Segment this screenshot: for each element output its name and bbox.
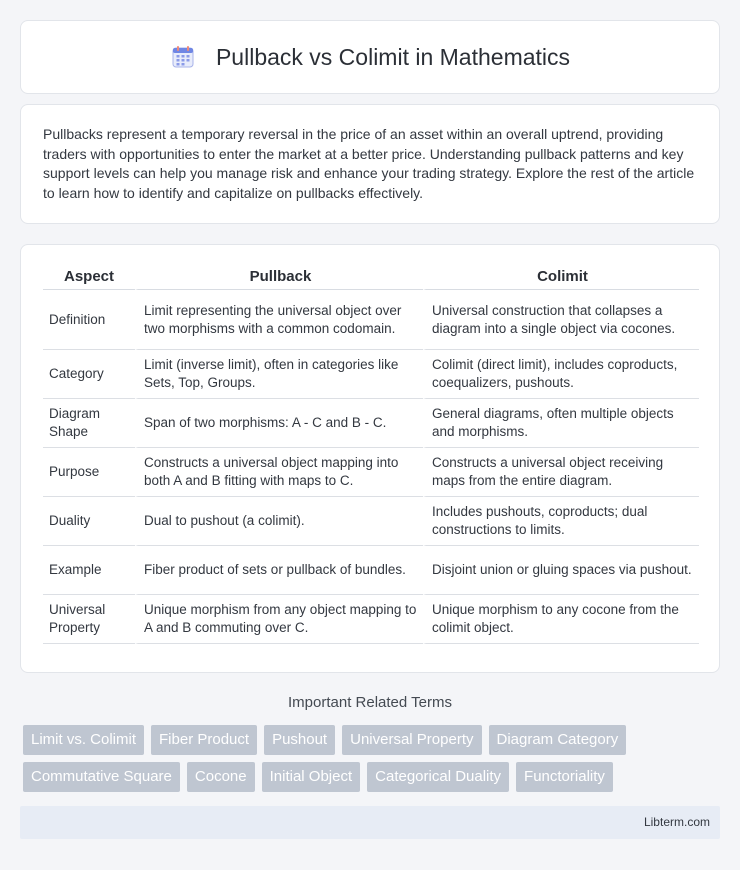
table-row <box>43 546 699 595</box>
pullback-cell: Limit representing the universal object over two morphisms with a common codomain. <box>135 290 423 350</box>
table-row <box>43 399 699 448</box>
table-row <box>43 448 699 497</box>
intro-text: Pullbacks represent a temporary reversal in the price of an asset within an overall uptrend, providing traders with opportunities to enter the market at a better price. Understanding pullback patterns and key support levels can help you manage risk and enhance your trading strategy. Explore the rest of the article to learn how to identify and capitalize on pullbacks effectively. <box>43 126 695 201</box>
pullback-cell: Dual to pushout (a colimit). <box>135 497 423 546</box>
colimit-cell: Unique morphism to any cocone from the colimit object. <box>423 595 699 644</box>
related-terms-title: Important Related Terms <box>288 694 452 711</box>
aspect-cell: Category <box>43 350 135 399</box>
related-term-tag[interactable]: Universal Property <box>342 725 481 755</box>
pullback-cell: Unique morphism from any object mapping to A and B commuting over C. <box>135 595 423 644</box>
pullback-cell: Fiber product of sets or pullback of bundles. <box>135 546 423 595</box>
column-header-pullback: Pullback <box>135 263 423 290</box>
tag-row <box>23 762 723 792</box>
related-term-tag[interactable]: Initial Object <box>262 762 361 792</box>
footer-site-link[interactable]: Libterm.com <box>643 815 710 829</box>
aspect-cell: Diagram Shape <box>43 399 135 448</box>
related-term-tag[interactable]: Diagram Category <box>489 725 627 755</box>
table-row <box>43 497 699 546</box>
related-term-tag[interactable]: Pushout <box>264 725 335 755</box>
intro-card <box>20 104 720 224</box>
pullback-cell: Span of two morphisms: A - C and B - C. <box>135 399 423 448</box>
colimit-cell: Constructs a universal object receiving maps from the entire diagram. <box>423 448 699 497</box>
related-term-tag[interactable]: Fiber Product <box>151 725 257 755</box>
column-header-colimit: Colimit <box>423 263 699 290</box>
related-term-tag[interactable]: Categorical Duality <box>367 762 509 792</box>
table-header-row <box>43 263 699 290</box>
colimit-cell: Colimit (direct limit), includes coproducts, coequalizers, pushouts. <box>423 350 699 399</box>
related-term-tag[interactable]: Functoriality <box>516 762 613 792</box>
related-term-tag[interactable]: Cocone <box>187 762 255 792</box>
aspect-cell: Duality <box>43 497 135 546</box>
aspect-cell: Example <box>43 546 135 595</box>
aspect-cell: Definition <box>43 290 135 350</box>
related-terms <box>23 725 723 799</box>
related-term-tag[interactable]: Commutative Square <box>23 762 180 792</box>
table-row <box>43 350 699 399</box>
comparison-card <box>20 244 720 673</box>
pullback-cell: Limit (inverse limit), often in categories like Sets, Top, Groups. <box>135 350 423 399</box>
pullback-cell: Constructs a universal object mapping into both A and B fitting with maps to C. <box>135 448 423 497</box>
aspect-cell: Universal Property <box>43 595 135 644</box>
footer <box>20 806 720 839</box>
page-title: Pullback vs Colimit in Mathematics <box>215 43 571 70</box>
colimit-cell: Universal construction that collapses a diagram into a single object via cocones. <box>423 290 699 350</box>
table-row <box>43 290 699 350</box>
header-card <box>20 20 720 94</box>
aspect-cell: Purpose <box>43 448 135 497</box>
comparison-table <box>43 263 699 644</box>
tag-row <box>23 725 723 755</box>
colimit-cell: Includes pushouts, coproducts; dual constructions to limits. <box>423 497 699 546</box>
colimit-cell: General diagrams, often multiple objects and morphisms. <box>423 399 699 448</box>
calendar-icon <box>170 44 196 70</box>
related-term-tag[interactable]: Limit vs. Colimit <box>23 725 144 755</box>
table-row <box>43 595 699 644</box>
column-header-aspect: Aspect <box>43 263 135 290</box>
colimit-cell: Disjoint union or gluing spaces via pushout. <box>423 546 699 595</box>
